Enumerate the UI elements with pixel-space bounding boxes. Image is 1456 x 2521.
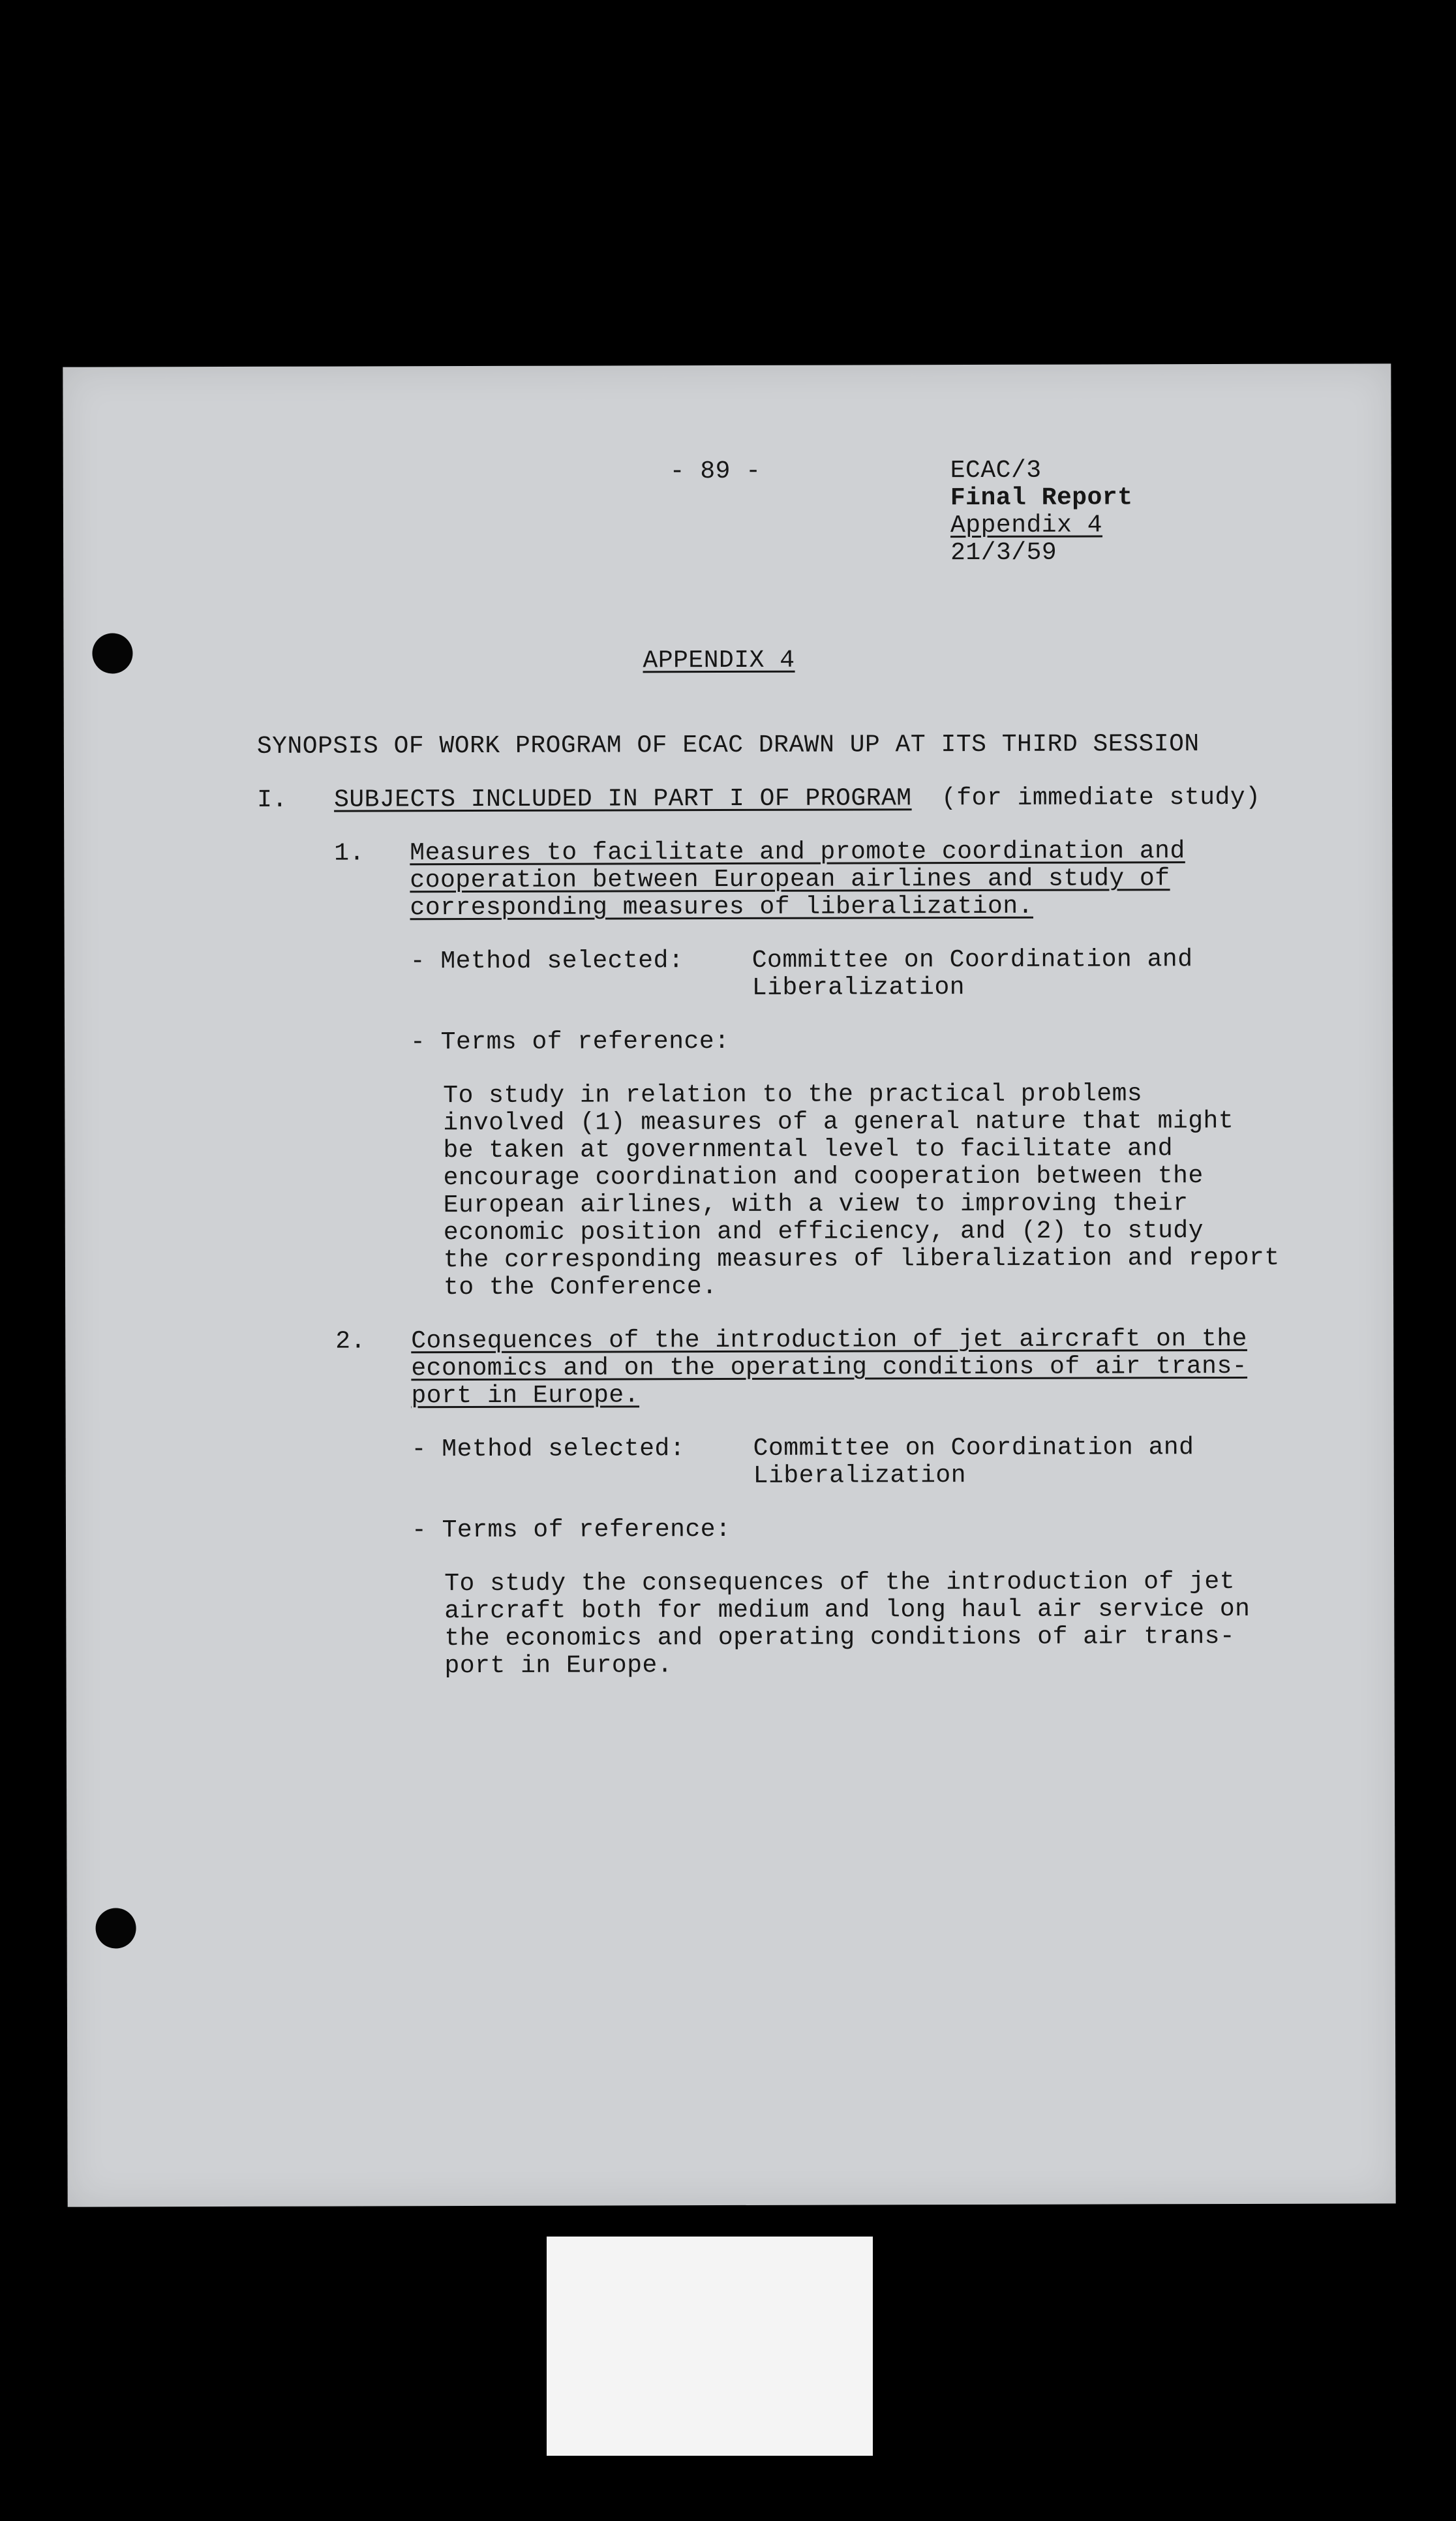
item-title-line: port in Europe. [411, 1381, 640, 1411]
item-title-line: corresponding measures of liberalization. [410, 892, 1033, 923]
ref-line: ECAC/3 [950, 456, 1042, 485]
terms-line: encourage coordination and cooperation between the [443, 1162, 1204, 1193]
terms-line: To study in relation to the practical problems [443, 1080, 1143, 1110]
terms-line: To study the consequences of the introduction of jet [444, 1567, 1236, 1598]
method-value-line: Committee on Coordination and [751, 945, 1193, 975]
terms-label: - Terms of reference: [410, 1027, 730, 1057]
terms-line: the corresponding measures of liberalization and report [443, 1244, 1280, 1275]
terms-line: European airlines, with a view to improving their [443, 1189, 1189, 1220]
document-page [63, 363, 1395, 2207]
item-title-line: Consequences of the introduction of jet aircraft on the [411, 1324, 1247, 1356]
terms-line: port in Europe. [444, 1651, 673, 1681]
item-number: 1. [334, 839, 365, 868]
terms-line: the economics and operating conditions of air trans- [444, 1622, 1236, 1653]
synopsis-heading: SYNOPSIS OF WORK PROGRAM OF ECAC DRAWN UP AT ITS THIRD SESSION [256, 730, 1200, 761]
blank-label-card [547, 2237, 873, 2456]
method-value-line: Committee on Coordination and [753, 1433, 1194, 1463]
method-value-line: Liberalization [753, 1461, 967, 1490]
method-value-line: Liberalization [751, 973, 965, 1002]
punch-hole [92, 633, 132, 673]
terms-line: involved (1) measures of a general nature that might [443, 1107, 1234, 1138]
terms-line: economic position and efficiency, and (2) to study [443, 1217, 1204, 1247]
section-note: (for immediate study) [941, 783, 1261, 813]
appendix-title: APPENDIX 4 [643, 646, 795, 675]
item-number: 2. [335, 1327, 366, 1356]
terms-label: - Terms of reference: [411, 1515, 731, 1545]
terms-line: aircraft both for medium and long haul air service on [444, 1595, 1251, 1626]
terms-line: be taken at governmental level to facilitate and [443, 1135, 1174, 1165]
terms-line: to the Conference. [443, 1273, 718, 1302]
page-number: - 89 - [669, 457, 761, 486]
section-number: I. [256, 786, 288, 814]
item-title-line: economics and on the operating conditions of air trans- [411, 1352, 1248, 1383]
punch-hole [95, 1908, 136, 1948]
ref-line: Final Report [950, 483, 1133, 513]
item-title-line: Measures to facilitate and promote coordination and [410, 837, 1185, 868]
ref-line: Appendix 4 [950, 511, 1103, 540]
ref-line: 21/3/59 [950, 538, 1057, 568]
method-label: - Method selected: [411, 1435, 686, 1464]
section-heading: SUBJECTS INCLUDED IN PART I OF PROGRAM [333, 784, 912, 814]
item-title-line: cooperation between European airlines and study of [410, 864, 1170, 895]
method-label: - Method selected: [410, 947, 684, 976]
